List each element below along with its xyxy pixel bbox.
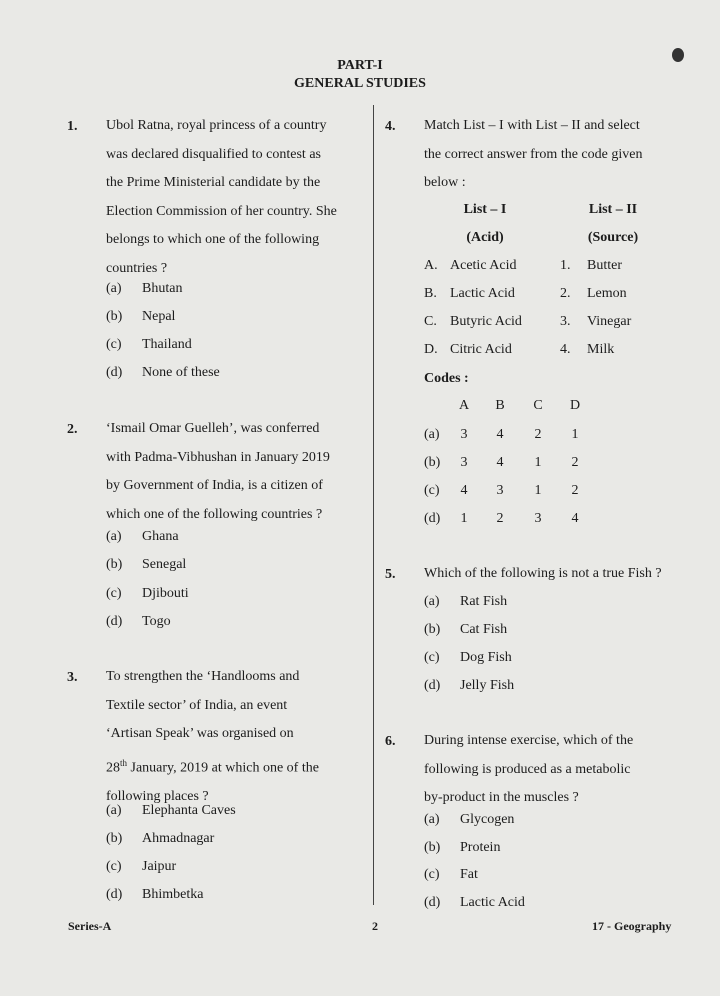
option: (b) Nepal	[106, 309, 176, 324]
text-line: following places ?	[106, 788, 209, 804]
text-line: Ubol Ratna, royal princess of a country	[106, 118, 327, 133]
text-line: countries ?	[106, 260, 168, 276]
question-number: 3.	[67, 670, 78, 685]
column-divider	[373, 105, 374, 905]
question-1-text	[106, 112, 367, 283]
question-number: 5.	[385, 567, 396, 582]
list-1-heading: List – I	[463, 202, 507, 217]
list-1-subheading: (Acid)	[466, 230, 504, 245]
code-col-head: D	[569, 398, 581, 413]
question-6-text	[424, 727, 674, 813]
code-row-label: (a)	[424, 427, 440, 442]
code-cell: 1	[534, 483, 542, 498]
series-label: Series-A	[68, 919, 112, 933]
option: (d) None of these	[106, 365, 220, 380]
option: (d) Bhimbetka	[106, 887, 204, 902]
code-col-head: B	[495, 398, 505, 413]
list-2-subheading: (Source)	[587, 230, 639, 245]
code-row-label: (b)	[424, 455, 441, 470]
code-cell: 1	[571, 427, 579, 442]
question-5-text: Which of the following is not a true Fish ?	[424, 566, 662, 581]
code-cell: 3	[460, 455, 468, 470]
code-cell: 3	[534, 511, 542, 526]
list-2-item: 1. Butter	[560, 258, 622, 273]
code-cell: 3	[460, 427, 468, 442]
code-cell: 4	[460, 483, 468, 498]
code-cell: 1	[460, 511, 468, 526]
list-2-item: 2. Lemon	[560, 286, 627, 301]
code-row-label: (d)	[424, 511, 441, 526]
option: (a) Bhutan	[106, 281, 183, 296]
list-2-item: 3. Vinegar	[560, 314, 632, 329]
list-1-item: A. Acetic Acid	[424, 258, 517, 273]
question-3-text	[106, 663, 358, 811]
code-cell: 1	[534, 455, 542, 470]
text-line: ‘Artisan Speak’ was organised on	[106, 726, 294, 741]
option: (b) Senegal	[106, 557, 187, 572]
codes-label: Codes :	[424, 371, 469, 386]
text-line: During intense exercise, which of the	[424, 733, 634, 748]
code-cell: 4	[496, 455, 504, 470]
option: (c) Thailand	[106, 337, 192, 352]
list-1-item: D. Citric Acid	[424, 342, 512, 357]
option: (c) Jaipur	[106, 859, 177, 874]
question-2-text	[106, 415, 358, 529]
text-line: which one of the following countries ?	[106, 506, 323, 522]
option: (d) Jelly Fish	[424, 678, 515, 693]
list-2-heading: List – II	[588, 202, 638, 217]
ink-spot	[672, 48, 684, 62]
option: (a) Rat Fish	[424, 594, 508, 609]
text-line: Match List – I with List – II and select	[424, 118, 640, 133]
text-line: belongs to which one of the following	[106, 232, 320, 247]
text-line: Textile sector’ of India, an event	[106, 697, 288, 713]
list-1-item: C. Butyric Acid	[424, 314, 522, 329]
question-number: 6.	[385, 734, 396, 749]
option: (a) Glycogen	[424, 812, 515, 827]
text-line: below :	[424, 175, 466, 190]
option: (d) Lactic Acid	[424, 895, 525, 910]
question-number: 4.	[385, 119, 396, 134]
text-line: To strengthen the ‘Handlooms and	[106, 669, 300, 684]
code-cell: 2	[496, 511, 504, 526]
text-line: by-product in the muscles ?	[424, 790, 579, 805]
text-line: ‘Ismail Omar Guelleh’, was conferred	[106, 421, 320, 436]
text-line: Election Commission of her country. She	[106, 203, 337, 219]
question-number: 1.	[67, 119, 78, 134]
paper-label: 17 - Geography	[592, 919, 672, 933]
option: (b) Cat Fish	[424, 622, 508, 637]
text-line: the correct answer from the code given	[424, 146, 643, 162]
option: (b) Protein	[424, 840, 501, 855]
option: (c) Dog Fish	[424, 650, 512, 665]
code-col-head: A	[458, 398, 470, 413]
option: (a) Ghana	[106, 529, 179, 544]
code-row-label: (c)	[424, 483, 440, 498]
section-heading: GENERAL STUDIES	[294, 76, 426, 91]
option: (c) Djibouti	[106, 586, 189, 601]
page-number: 2	[372, 919, 378, 933]
code-col-head: C	[533, 398, 543, 413]
list-1-item: B. Lactic Acid	[424, 286, 515, 301]
code-cell: 2	[534, 427, 542, 442]
text-line: with Padma-Vibhushan in January 2019	[106, 449, 330, 465]
text-line: by Government of India, is a citizen of	[106, 478, 323, 493]
text-line: the Prime Ministerial candidate by the	[106, 175, 321, 190]
option: (a) Elephanta Caves	[106, 803, 236, 818]
part-heading: PART-I	[337, 58, 383, 73]
text-line: 28th January, 2019 at which one of the	[106, 757, 319, 776]
text-line: following is produced as a metabolic	[424, 761, 631, 777]
list-2-item: 4. Milk	[560, 342, 615, 357]
question-number: 2.	[67, 422, 78, 437]
code-cell: 4	[496, 427, 504, 442]
code-cell: 4	[571, 511, 579, 526]
question-4-text	[424, 112, 674, 198]
code-cell: 2	[571, 455, 579, 470]
code-cell: 2	[571, 483, 579, 498]
option: (c) Fat	[424, 867, 478, 882]
option: (d) Togo	[106, 614, 171, 629]
code-cell: 3	[496, 483, 504, 498]
option: (b) Ahmadnagar	[106, 831, 215, 846]
text-line: was declared disqualified to contest as	[106, 146, 321, 162]
